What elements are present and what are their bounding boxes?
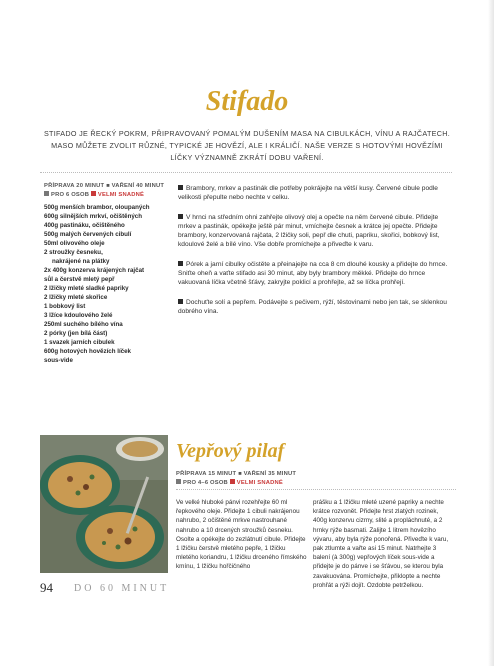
recipe-title-pilaf: Vepřový pilaf <box>176 440 285 462</box>
list-item: 2 lžičky mleté sladké papriky <box>44 285 129 292</box>
recipe-meta-servings: PRO 4–6 OSOB VELMI SNADNÉ <box>176 479 316 488</box>
list-item: 50ml olivového oleje <box>44 240 105 247</box>
square-bullet-icon <box>178 299 183 304</box>
square-bullet-icon <box>230 479 235 484</box>
recipe-meta-servings: PRO 6 OSOB VELMI SNADNÉ <box>44 191 180 200</box>
pilaf-photo <box>40 435 168 573</box>
square-bullet-icon <box>178 214 183 219</box>
list-item: sous-vide <box>44 357 73 364</box>
ingredients-panel <box>44 182 180 365</box>
pilaf-photo-illustration <box>40 435 168 573</box>
list-item: 250ml suchého bílého vína <box>44 321 123 328</box>
recipe-meta-time: PŘÍPRAVA 20 MINUT ■ VAŘENÍ 40 MINUT <box>44 183 165 189</box>
list-item: 600g hotových hovězích líček <box>44 348 131 355</box>
recipe-meta-time: PŘÍPRAVA 15 MINUT ■ VAŘENÍ 35 MINUT <box>176 471 297 477</box>
section-name: DO 60 MINUT <box>74 583 170 594</box>
list-item: 500g menších brambor, oloupaných <box>44 204 150 211</box>
square-bullet-icon <box>178 261 183 266</box>
pilaf-method-column-2: prášku a 1 lžičku mleté uzené papriky a nechte krátce rozvonět. Přidejte hrst zlatých rozinek, 400g konzervu cizrny, slité a propláchnuté, a 2 hrnky rýže basmati. Zalijte 1 litrem hovězího vývaru, aby byla rýže ponořená. Přiveďte k varu, pak ztlumte a vařte asi 15 minut. Natrhejte 3 balení (à 300g) vepřových líček sous-vide a přidejte je do pánve i se šťávou, se kterou byla zavakuována. Promíchejte, přiklopte a nechte prohřát a rýži dojít. Ozdobte petrželkou. <box>313 499 449 589</box>
list-item: 2 stroužky česneku, <box>44 249 103 256</box>
square-bullet-icon <box>44 191 49 196</box>
pilaf-method-column-1: Ve velké hluboké pánvi rozehřejte 60 ml řepkového oleje. Přidejte 1 cibuli nakrájenou nahrubo, 2 očištěné mrkve nastrouhané nahrubo a 10 drcených stroužků česneku. Osolte a opékejte do zezlátnutí cibule. Přidejte 1 lžičku čerstvě mletého pepře, 1 lžičku mletého koriandru, 1 lžičku drceného římského kmínu, 1 lžičku hořčičného <box>176 499 307 571</box>
divider <box>40 172 452 173</box>
list-item: 1 svazek jarních cibulek <box>44 339 115 346</box>
list-item: 400g pastináku, očištěného <box>44 222 125 229</box>
list-item: nakrájené na plátky <box>52 258 110 265</box>
method-steps <box>178 184 450 327</box>
method-step: Dochuťte solí a pepřem. Podávejte s pečivem, rýží, těstovinami nebo jen tak, se sklenkou dobrého vína. <box>178 299 447 315</box>
page-number: 94 <box>40 580 53 595</box>
recipe2-meta <box>176 470 316 488</box>
list-item: 1 bobkový list <box>44 303 86 310</box>
list-item: 500g malých červených cibulí <box>44 231 132 238</box>
recipe-intro: STIFADO JE ŘECKÝ POKRM, PŘIPRAVOVANÝ POMALÝM DUŠENÍM MASA NA CIBULKÁCH, VÍNU A RAJČATECH. MASO MŮŽETE ZVOLIT RŮZNÉ, TYPICKÉ JE HOVĚZÍ, ALE I KRÁLIČÍ. NAŠE VERZE S HOTOVÝMI HOVĚZÍMI LÍČKY VÝZNAMNĚ ZKRÁTÍ DOBU VAŘENÍ. <box>43 129 451 162</box>
list-item: 2 lžičky mleté skořice <box>44 294 108 301</box>
list-item: sůl a čerstvě mletý pepř <box>44 276 115 283</box>
recipe-title-stifado: Stifado <box>205 86 289 117</box>
square-bullet-icon <box>178 185 183 190</box>
method-step: Pórek a jarní cibulky očistěte a přeinajejte na cca 8 cm dlouhé kousky a přidejte do hrnce. Sniťte oheň a vaťte stifado asi 30 minut, aby byly brambory měkké. Přidejte do hrnce vakuovaná líčka včetně šťávy, zakryjte poklicí a prohřejte, až se líčka prohřejí. <box>178 261 448 286</box>
list-item: 600g silnějších mrkví, očištěných <box>44 213 143 220</box>
list-item: 2x 400g konzerva krájených rajčat <box>44 267 145 274</box>
list-item: 3 lžíce kdoulového želé <box>44 312 113 319</box>
method-step: Brambory, mrkev a pastinák dle potřeby pokrájejte na větší kusy. Červené cibule podle velikosti přepulte nebo nechte v celku. <box>178 185 438 201</box>
square-bullet-icon <box>176 479 181 484</box>
method-step: V hrnci na středním ohni zahřejte olivový olej a opečte na něm červené cibule. Přidejte mrkev a pastinák, opékejte ještě pár minut, vmíchejte česnek a krátce jej opečte. Přidejte brambory, konzervovaná rajčata, 2 lžičky soli, pepř dle chuti, papriku, skořici, bobkový list, kdoulové želé a bílé víno. Vše dobře promíchejte a přiveďte k varu. <box>178 214 440 248</box>
list-item: 2 pórky (jen bílá část) <box>44 330 108 337</box>
ingredient-list <box>44 203 180 365</box>
square-bullet-icon <box>91 191 96 196</box>
divider <box>176 489 456 490</box>
